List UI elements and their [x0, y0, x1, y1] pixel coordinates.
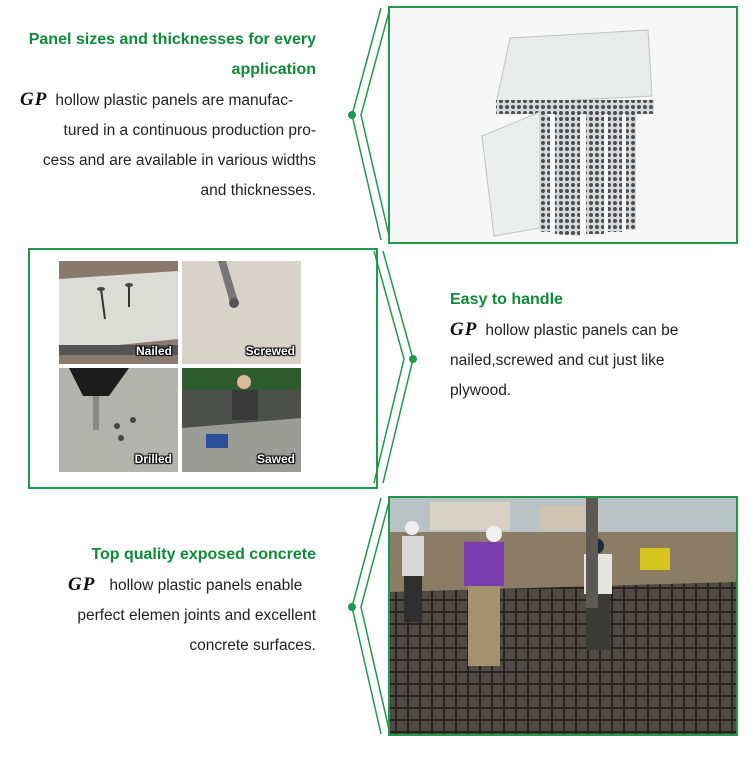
- section2-text-line2: nailed,screwed and cut just like: [450, 352, 665, 369]
- section3-title: Top quality exposed concrete: [91, 546, 316, 563]
- gp-brand-logo: GP: [68, 574, 96, 595]
- section2-text-block: [450, 285, 740, 406]
- section1-title-line1: Panel sizes and thicknesses for every: [28, 31, 316, 48]
- section3-text-line3: concrete surfaces.: [189, 637, 316, 654]
- section1-text-line4: and thicknesses.: [200, 182, 316, 199]
- caption-sawed: Sawed: [256, 452, 295, 466]
- section1-title-line2: application: [231, 61, 316, 78]
- construction-site-image: [390, 498, 736, 734]
- section-exposed-concrete: [0, 490, 750, 762]
- section3-text-line1-content: hollow plastic panels enable: [109, 577, 303, 594]
- gp-brand-logo: GP: [450, 319, 478, 340]
- section1-text-line3: cess and are available in various widths: [42, 152, 316, 169]
- section2-title: Easy to handle: [450, 291, 563, 308]
- hollow-panels-image: [390, 8, 736, 242]
- section2-text-line1: [450, 315, 740, 346]
- caption-drilled: Drilled: [134, 452, 172, 466]
- section1-text-line1-content: hollow plastic panels are manufac-: [55, 92, 294, 109]
- caption-nailed: Nailed: [135, 344, 172, 358]
- section2-text-line3: plywood.: [450, 382, 512, 399]
- caption-screwed: Screwed: [245, 344, 295, 358]
- section2-text-line1-content: hollow plastic panels can be: [485, 322, 679, 339]
- gp-brand-logo: GP: [20, 89, 48, 110]
- section3-text-line2: perfect elemen joints and excellent: [77, 607, 316, 624]
- section-easy-to-handle: [0, 245, 750, 490]
- hollow-panels-image-frame: [388, 6, 738, 244]
- section-panel-sizes: [0, 0, 750, 245]
- section1-text-line2: tured in a continuous production pro-: [63, 122, 316, 139]
- concrete-site-image-frame: [388, 496, 738, 736]
